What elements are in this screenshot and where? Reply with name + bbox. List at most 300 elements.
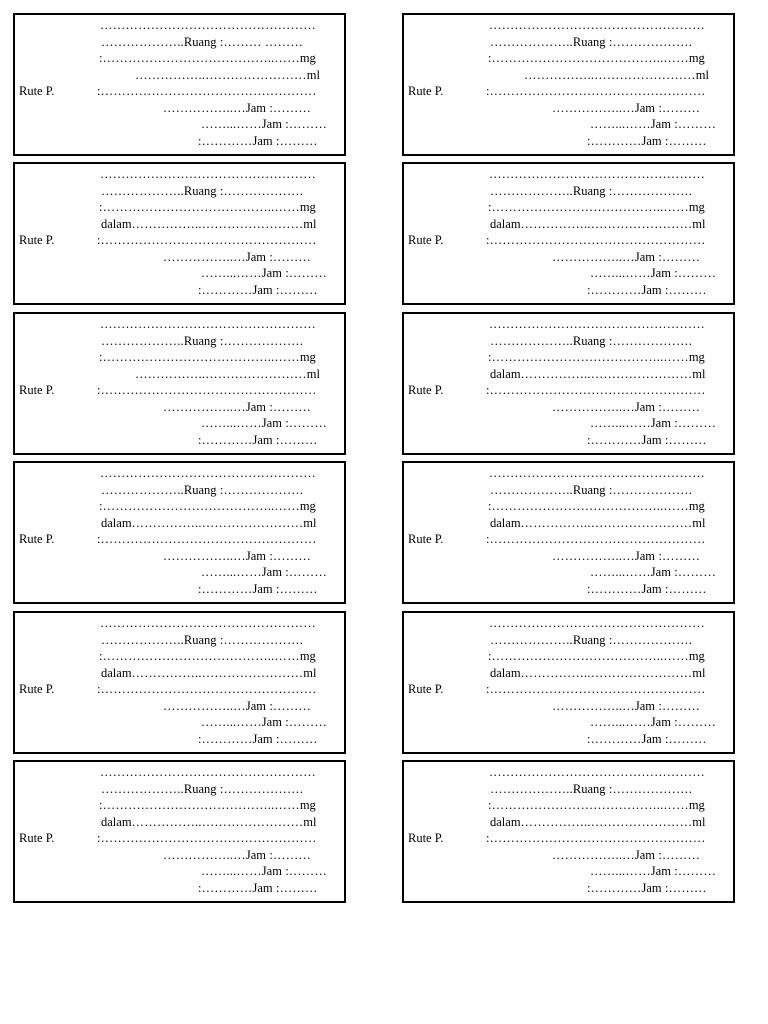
patient-dots: …………………………………………… xyxy=(100,616,316,630)
jam2-label: Jam xyxy=(650,715,671,729)
jam3-label: Jam xyxy=(641,732,662,746)
ruang-label: Ruang xyxy=(183,184,217,198)
jam1-dots-pre: ……………..… xyxy=(552,400,635,414)
patient-dots: …………………………………………… xyxy=(100,317,316,331)
jam1-label: Jam xyxy=(245,699,266,713)
ml-unit: ml xyxy=(303,217,317,231)
rute-line xyxy=(97,531,317,547)
rute-line xyxy=(97,382,317,398)
jam3-label: Jam xyxy=(641,283,662,297)
dalam-label: dalam xyxy=(101,516,132,530)
ruang-line xyxy=(490,482,692,498)
rute-text: Rute P. xyxy=(19,532,55,546)
volume-ml-line xyxy=(490,515,706,531)
jam-line-3 xyxy=(587,731,707,747)
jam1-dots-post: :……… xyxy=(655,101,701,115)
dose-mg-line xyxy=(488,498,705,514)
dalam-label: dalam xyxy=(490,815,521,829)
ml-unit: ml xyxy=(303,516,317,530)
patient-dots: …………………………………………… xyxy=(489,616,705,630)
jam2-dots-pre: ……...…… xyxy=(590,416,651,430)
rute-text: Rute P. xyxy=(408,831,444,845)
jam3-dots-post: :……… xyxy=(272,881,318,895)
ruang-label: Ruang xyxy=(572,633,606,647)
volume-ml-line xyxy=(490,814,706,830)
ruang-dots-pre: ……………….. xyxy=(101,35,184,49)
jam2-label: Jam xyxy=(650,416,671,430)
rute-text: Rute P. xyxy=(19,84,55,98)
jam3-dots-post: :……… xyxy=(661,881,707,895)
volume-ml-line xyxy=(101,814,317,830)
jam-line-1 xyxy=(163,548,311,564)
prescription-label-8 xyxy=(402,461,735,604)
volume-ml-line xyxy=(490,366,706,382)
jam1-dots-pre: ……………..… xyxy=(163,400,246,414)
rute-line xyxy=(486,83,706,99)
ruang-line xyxy=(101,183,303,199)
rute-label xyxy=(19,83,54,99)
mg-dots: :…………………………………..…… xyxy=(488,350,689,364)
rute-dots: :…………………………………………… xyxy=(486,831,706,845)
jam1-dots-post: :……… xyxy=(655,400,701,414)
patient-dots: …………………………………………… xyxy=(100,466,316,480)
jam-line-3 xyxy=(198,432,318,448)
ml-unit: ml xyxy=(303,666,317,680)
ml-dots: ……………..…………………… xyxy=(520,815,693,829)
jam3-dots-post: :……… xyxy=(272,582,318,596)
patient-line xyxy=(489,17,705,33)
jam1-dots-post: :……… xyxy=(655,549,701,563)
jam-line-2 xyxy=(590,116,716,132)
patient-line xyxy=(100,17,316,33)
jam-line-2 xyxy=(590,863,716,879)
jam2-dots-post: :……… xyxy=(281,117,328,131)
jam-line-3 xyxy=(198,581,318,597)
ml-dots: ……………..…………………… xyxy=(524,68,696,82)
rute-text: Rute P. xyxy=(408,682,444,696)
rute-dots: :…………………………………………… xyxy=(486,532,706,546)
ruang-line xyxy=(101,34,303,50)
rute-dots: :…………………………………………… xyxy=(97,831,317,845)
ruang-dots-post: :………………. xyxy=(216,782,304,796)
jam1-dots-pre: ……………..… xyxy=(163,699,246,713)
jam-line-3 xyxy=(198,731,318,747)
jam2-dots-post: :……… xyxy=(281,266,328,280)
mg-unit: mg xyxy=(299,350,316,364)
jam2-dots-pre: ……...…… xyxy=(201,565,262,579)
jam1-label: Jam xyxy=(245,549,266,563)
dose-mg-line xyxy=(488,648,705,664)
dose-mg-line xyxy=(488,349,705,365)
jam3-label: Jam xyxy=(641,134,662,148)
ruang-dots-pre: ……………….. xyxy=(101,483,184,497)
volume-ml-line xyxy=(101,515,317,531)
jam-line-2 xyxy=(201,863,327,879)
jam-line-2 xyxy=(590,265,716,281)
jam1-dots-pre: ……………..… xyxy=(552,250,635,264)
jam1-dots-post: :……… xyxy=(266,848,312,862)
patient-line xyxy=(100,166,316,182)
ruang-line xyxy=(490,333,692,349)
ruang-dots-post: :………………. xyxy=(605,35,693,49)
jam1-label: Jam xyxy=(245,848,266,862)
dose-mg-line xyxy=(99,648,316,664)
jam-line-2 xyxy=(590,564,716,580)
dalam-label: dalam xyxy=(490,367,521,381)
prescription-label-6 xyxy=(402,312,735,455)
jam2-dots-post: :……… xyxy=(670,715,717,729)
jam3-dots-post: :……… xyxy=(661,433,707,447)
volume-ml-line xyxy=(135,67,320,83)
ml-unit: ml xyxy=(695,68,709,82)
ruang-dots-pre: ……………….. xyxy=(490,633,573,647)
jam2-dots-post: :……… xyxy=(670,416,717,430)
volume-ml-line xyxy=(524,67,709,83)
ruang-line xyxy=(490,34,692,50)
jam3-dots-pre: :………… xyxy=(587,433,642,447)
rute-dots: :…………………………………………… xyxy=(486,84,706,98)
jam3-dots-post: :……… xyxy=(661,134,707,148)
ruang-dots-post: :………………. xyxy=(216,483,304,497)
jam3-label: Jam xyxy=(641,881,662,895)
ml-dots: ……………..…………………… xyxy=(131,815,304,829)
ml-dots: ……………..…………………… xyxy=(131,516,304,530)
jam3-dots-pre: :………… xyxy=(587,283,642,297)
dalam-label: dalam xyxy=(490,666,521,680)
rute-label xyxy=(19,681,54,697)
jam3-dots-post: :……… xyxy=(272,732,318,746)
jam2-dots-pre: ……...…… xyxy=(590,565,651,579)
jam3-label: Jam xyxy=(641,433,662,447)
ruang-dots-post: :………………. xyxy=(605,782,693,796)
jam-line-2 xyxy=(201,116,327,132)
jam-line-1 xyxy=(552,249,700,265)
jam1-dots-pre: ……………..… xyxy=(552,101,635,115)
ruang-label: Ruang xyxy=(183,483,217,497)
mg-dots: :…………………………………..…… xyxy=(99,499,300,513)
rute-text: Rute P. xyxy=(408,383,444,397)
dose-mg-line xyxy=(99,498,316,514)
ruang-label: Ruang xyxy=(572,782,606,796)
ruang-line xyxy=(490,781,692,797)
jam1-dots-pre: ……………..… xyxy=(163,250,246,264)
rute-label xyxy=(408,830,443,846)
jam3-dots-pre: :………… xyxy=(198,732,253,746)
jam-line-1 xyxy=(163,399,311,415)
jam3-dots-post: :……… xyxy=(661,283,707,297)
dose-mg-line xyxy=(99,797,316,813)
jam-line-3 xyxy=(198,133,318,149)
jam2-label: Jam xyxy=(650,864,671,878)
jam3-dots-pre: :………… xyxy=(198,881,253,895)
patient-dots: …………………………………………… xyxy=(489,317,705,331)
rute-dots: :…………………………………………… xyxy=(97,682,317,696)
dose-mg-line xyxy=(488,50,705,66)
rute-label xyxy=(408,83,443,99)
volume-ml-line xyxy=(135,366,320,382)
jam2-label: Jam xyxy=(261,117,282,131)
jam2-dots-post: :……… xyxy=(670,117,717,131)
ml-unit: ml xyxy=(303,815,317,829)
jam2-dots-post: :……… xyxy=(670,266,717,280)
jam1-dots-post: :……… xyxy=(655,848,701,862)
jam1-dots-pre: ……………..… xyxy=(163,549,246,563)
rute-line xyxy=(486,531,706,547)
ruang-dots-post: :………………. xyxy=(216,184,304,198)
ml-unit: ml xyxy=(306,367,320,381)
jam3-dots-post: :……… xyxy=(272,283,318,297)
ml-unit: ml xyxy=(692,367,706,381)
dalam-label: dalam xyxy=(101,666,132,680)
dose-mg-line xyxy=(488,797,705,813)
rute-line xyxy=(97,681,317,697)
jam-line-1 xyxy=(552,698,700,714)
ml-unit: ml xyxy=(692,666,706,680)
ruang-dots-post: :………………. xyxy=(605,483,693,497)
patient-dots: …………………………………………… xyxy=(100,18,316,32)
prescription-label-3 xyxy=(13,162,346,305)
jam2-label: Jam xyxy=(650,117,671,131)
rute-line xyxy=(97,83,317,99)
jam2-dots-post: :……… xyxy=(281,565,328,579)
mg-unit: mg xyxy=(688,350,705,364)
mg-dots: :…………………………………..…… xyxy=(488,798,689,812)
patient-line xyxy=(489,615,705,631)
jam1-dots-post: :……… xyxy=(266,699,312,713)
dose-mg-line xyxy=(99,50,316,66)
dose-mg-line xyxy=(99,349,316,365)
rute-dots: :…………………………………………… xyxy=(97,233,317,247)
mg-dots: :…………………………………..…… xyxy=(99,798,300,812)
rute-label xyxy=(19,830,54,846)
rute-line xyxy=(97,232,317,248)
rute-label xyxy=(408,232,443,248)
mg-dots: :…………………………………..…… xyxy=(99,350,300,364)
jam2-dots-pre: ……...…… xyxy=(201,416,262,430)
prescription-label-11 xyxy=(13,760,346,903)
patient-dots: …………………………………………… xyxy=(489,18,705,32)
ml-unit: ml xyxy=(692,217,706,231)
mg-unit: mg xyxy=(688,798,705,812)
ruang-dots-post: :………………. xyxy=(605,633,693,647)
rute-label xyxy=(408,531,443,547)
ml-unit: ml xyxy=(692,516,706,530)
mg-dots: :…………………………………..…… xyxy=(488,51,689,65)
ml-unit: ml xyxy=(306,68,320,82)
jam2-dots-post: :……… xyxy=(281,715,328,729)
ml-dots: ……………..…………………… xyxy=(135,367,307,381)
prescription-label-12 xyxy=(402,760,735,903)
rute-line xyxy=(486,382,706,398)
patient-line xyxy=(100,465,316,481)
mg-unit: mg xyxy=(688,51,705,65)
mg-unit: mg xyxy=(299,200,316,214)
jam2-dots-post: :……… xyxy=(281,864,328,878)
jam-line-3 xyxy=(198,282,318,298)
ml-dots: ……………..…………………… xyxy=(520,367,693,381)
prescription-label-4 xyxy=(402,162,735,305)
ruang-dots-pre: ……………….. xyxy=(101,184,184,198)
patient-dots: …………………………………………… xyxy=(489,167,705,181)
jam2-label: Jam xyxy=(650,266,671,280)
jam2-dots-post: :……… xyxy=(281,416,328,430)
jam3-dots-pre: :………… xyxy=(587,881,642,895)
ruang-line xyxy=(101,482,303,498)
ruang-dots-post: :………………. xyxy=(605,334,693,348)
patient-line xyxy=(489,166,705,182)
rute-dots: :…………………………………………… xyxy=(486,233,706,247)
prescription-label-10 xyxy=(402,611,735,754)
jam-line-2 xyxy=(590,415,716,431)
rute-dots: :…………………………………………… xyxy=(486,383,706,397)
volume-ml-line xyxy=(490,665,706,681)
jam1-label: Jam xyxy=(245,400,266,414)
ml-dots: ……………..…………………… xyxy=(520,516,693,530)
ml-unit: ml xyxy=(692,815,706,829)
jam1-dots-post: :……… xyxy=(266,101,312,115)
ruang-line xyxy=(490,632,692,648)
jam-line-2 xyxy=(590,714,716,730)
jam1-dots-post: :……… xyxy=(266,250,312,264)
jam2-label: Jam xyxy=(261,416,282,430)
prescription-label-1 xyxy=(13,13,346,156)
ruang-dots-post: :……… ……… xyxy=(216,35,304,49)
ruang-label: Ruang xyxy=(572,483,606,497)
jam2-dots-post: :……… xyxy=(670,864,717,878)
jam3-dots-post: :……… xyxy=(661,582,707,596)
ruang-label: Ruang xyxy=(183,35,217,49)
mg-dots: :…………………………………..…… xyxy=(99,649,300,663)
rute-text: Rute P. xyxy=(19,682,55,696)
jam3-dots-post: :……… xyxy=(272,433,318,447)
ruang-line xyxy=(101,333,303,349)
rute-dots: :…………………………………………… xyxy=(97,84,317,98)
patient-line xyxy=(100,316,316,332)
jam3-dots-pre: :………… xyxy=(198,283,253,297)
rute-label xyxy=(19,382,54,398)
mg-dots: :…………………………………..…… xyxy=(99,51,300,65)
jam2-dots-pre: ……...…… xyxy=(201,266,262,280)
jam1-dots-pre: ……………..… xyxy=(163,101,246,115)
patient-dots: …………………………………………… xyxy=(100,167,316,181)
jam1-label: Jam xyxy=(634,400,655,414)
prescription-label-2 xyxy=(402,13,735,156)
jam2-label: Jam xyxy=(261,266,282,280)
jam2-dots-pre: ……...…… xyxy=(201,864,262,878)
jam-line-1 xyxy=(552,100,700,116)
jam-line-3 xyxy=(587,880,707,896)
patient-dots: …………………………………………… xyxy=(489,466,705,480)
ruang-label: Ruang xyxy=(183,334,217,348)
jam3-label: Jam xyxy=(641,582,662,596)
jam3-label: Jam xyxy=(252,433,273,447)
jam1-dots-pre: ……………..… xyxy=(163,848,246,862)
jam-line-2 xyxy=(201,714,327,730)
rute-text: Rute P. xyxy=(408,532,444,546)
rute-label xyxy=(19,232,54,248)
mg-unit: mg xyxy=(688,649,705,663)
rute-dots: :…………………………………………… xyxy=(486,682,706,696)
jam-line-3 xyxy=(587,133,707,149)
dalam-label: dalam xyxy=(101,815,132,829)
ruang-label: Ruang xyxy=(183,782,217,796)
ruang-dots-pre: ……………….. xyxy=(490,334,573,348)
jam1-dots-post: :……… xyxy=(266,549,312,563)
jam2-dots-pre: ……...…… xyxy=(590,117,651,131)
jam1-dots-pre: ……………..… xyxy=(552,848,635,862)
volume-ml-line xyxy=(490,216,706,232)
ruang-label: Ruang xyxy=(572,35,606,49)
rute-line xyxy=(486,830,706,846)
jam-line-3 xyxy=(198,880,318,896)
jam3-label: Jam xyxy=(252,283,273,297)
mg-unit: mg xyxy=(299,51,316,65)
ruang-dots-pre: ……………….. xyxy=(101,782,184,796)
ruang-dots-pre: ……………….. xyxy=(490,782,573,796)
dose-mg-line xyxy=(488,199,705,215)
jam3-label: Jam xyxy=(252,732,273,746)
jam3-label: Jam xyxy=(252,134,273,148)
dalam-label: dalam xyxy=(101,217,132,231)
ruang-label: Ruang xyxy=(572,184,606,198)
prescription-label-7 xyxy=(13,461,346,604)
ml-dots: ……………..…………………… xyxy=(520,217,693,231)
mg-dots: :…………………………………..…… xyxy=(488,499,689,513)
mg-unit: mg xyxy=(688,200,705,214)
jam2-dots-post: :……… xyxy=(670,565,717,579)
mg-dots: :…………………………………..…… xyxy=(488,649,689,663)
jam-line-3 xyxy=(587,282,707,298)
jam2-label: Jam xyxy=(650,565,671,579)
jam3-dots-post: :……… xyxy=(272,134,318,148)
rute-line xyxy=(486,232,706,248)
rute-text: Rute P. xyxy=(19,233,55,247)
rute-label xyxy=(408,382,443,398)
ml-dots: ……………..…………………… xyxy=(131,217,304,231)
jam-line-1 xyxy=(552,548,700,564)
ml-dots: ……………..…………………… xyxy=(520,666,693,680)
jam1-dots-post: :……… xyxy=(655,250,701,264)
jam1-label: Jam xyxy=(634,101,655,115)
jam2-dots-pre: ……...…… xyxy=(201,715,262,729)
ruang-dots-post: :………………. xyxy=(216,633,304,647)
dalam-label: dalam xyxy=(490,516,521,530)
ruang-label: Ruang xyxy=(183,633,217,647)
mg-unit: mg xyxy=(299,649,316,663)
jam3-dots-pre: :………… xyxy=(587,582,642,596)
jam3-dots-pre: :………… xyxy=(587,134,642,148)
jam-line-1 xyxy=(552,847,700,863)
jam1-dots-post: :……… xyxy=(655,699,701,713)
jam3-label: Jam xyxy=(252,881,273,895)
ruang-line xyxy=(101,781,303,797)
jam1-dots-post: :……… xyxy=(266,400,312,414)
dose-mg-line xyxy=(99,199,316,215)
jam-line-2 xyxy=(201,564,327,580)
mg-unit: mg xyxy=(688,499,705,513)
volume-ml-line xyxy=(101,216,317,232)
rute-text: Rute P. xyxy=(408,233,444,247)
patient-line xyxy=(100,764,316,780)
patient-line xyxy=(489,316,705,332)
mg-unit: mg xyxy=(299,499,316,513)
rute-text: Rute P. xyxy=(408,84,444,98)
jam-line-1 xyxy=(163,249,311,265)
jam1-label: Jam xyxy=(634,848,655,862)
jam-line-2 xyxy=(201,415,327,431)
patient-dots: …………………………………………… xyxy=(489,765,705,779)
jam1-label: Jam xyxy=(634,250,655,264)
